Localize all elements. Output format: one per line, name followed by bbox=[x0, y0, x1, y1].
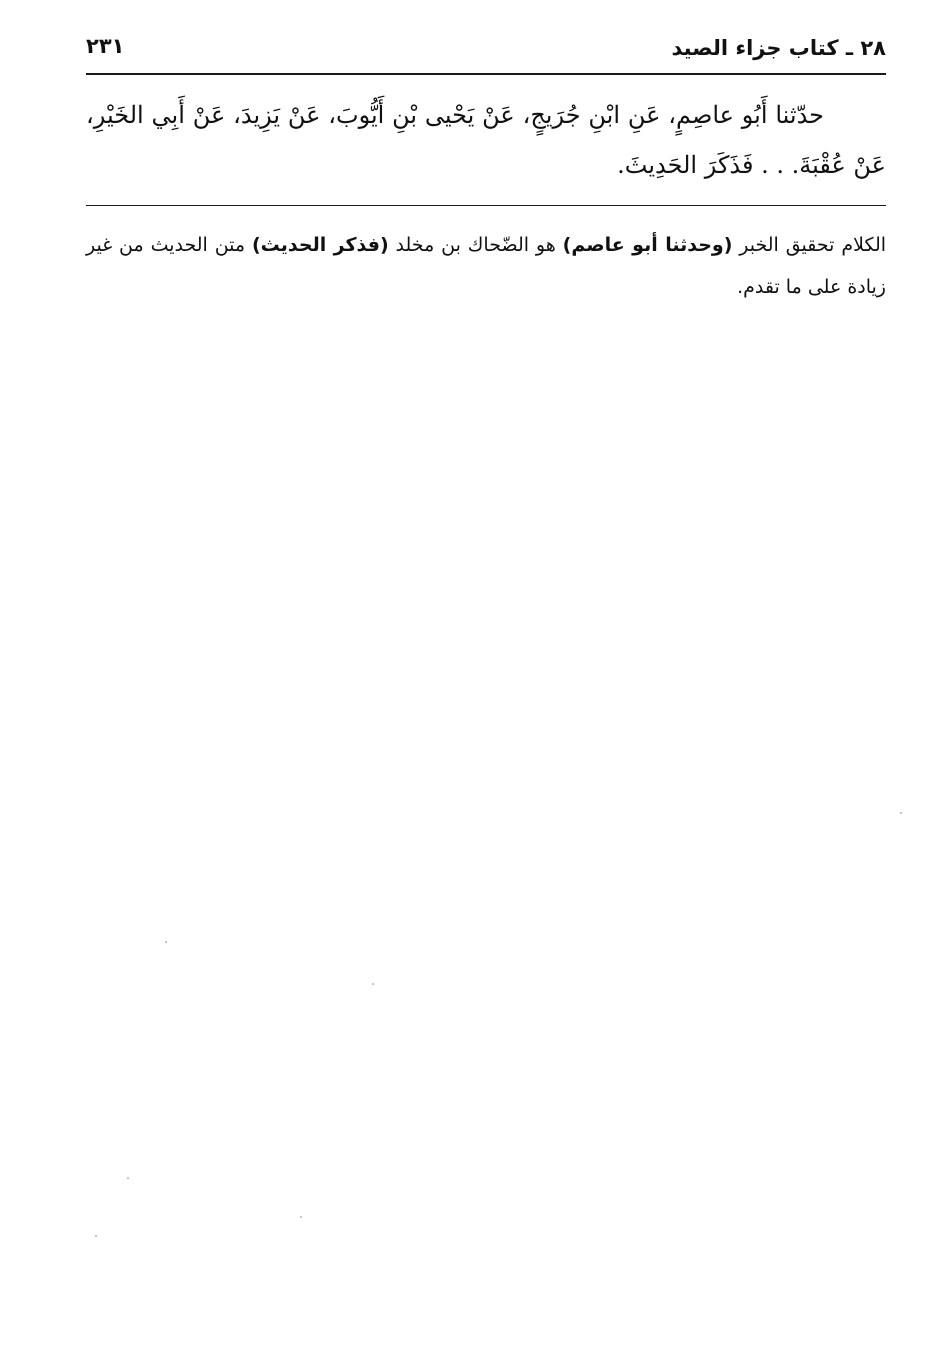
scan-speck bbox=[127, 1177, 129, 1179]
notes-quote-2: (فذكر الحديث) bbox=[251, 234, 389, 256]
scan-speck bbox=[372, 983, 374, 985]
header-rule bbox=[86, 73, 886, 75]
notes-text-2: هو الضّحاك بن مخلد bbox=[388, 234, 563, 256]
running-title: ٢٨ ـ كتاب جزاء الصيد bbox=[671, 36, 886, 60]
scan-speck bbox=[95, 1235, 97, 1237]
notes-text-1: الكلام تحقيق الخبر bbox=[732, 234, 887, 256]
commentary-notes bbox=[86, 224, 886, 308]
scan-speck bbox=[900, 812, 902, 814]
notes-quote-1: (وحدثنا أبو عاصم) bbox=[562, 234, 733, 256]
scan-speck bbox=[300, 1216, 302, 1218]
scan-speck bbox=[165, 941, 167, 943]
notes-text-3: متن الحديث من غير زيادة على ما تقدم. bbox=[86, 234, 886, 298]
page-number: ٢٣١ bbox=[86, 34, 125, 58]
page-header bbox=[86, 30, 886, 70]
hadith-text: حدّثنا أَبُو عاصِمٍ، عَنِ ابْنِ جُرَيجٍ، عَنْ يَحْيى بْنِ أَيُّوبَ، عَنْ يَزِيدَ، عَنْ أَبِي الخَيْرِ، عَنْ عُقْبَةَ. . . فَذَكَرَ الحَدِيثَ. bbox=[86, 101, 886, 179]
notes-separator-rule bbox=[86, 205, 886, 206]
